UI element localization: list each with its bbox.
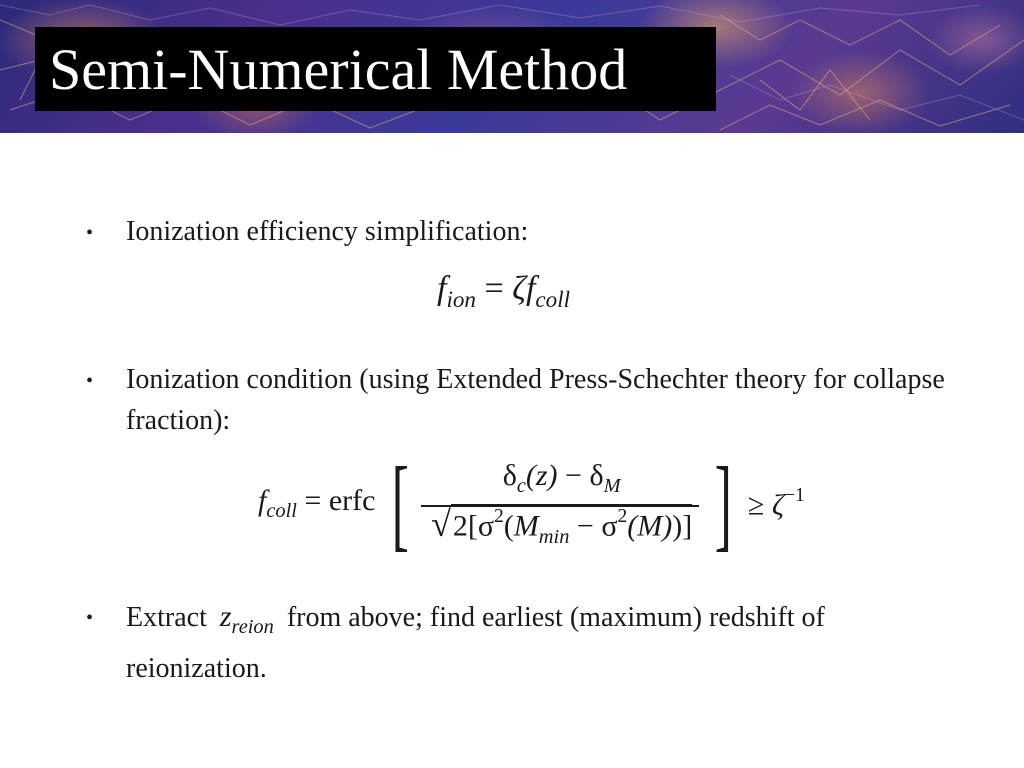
fraction-bar [421,505,699,507]
equation-fraction: $\delta_c(z) - \delta_M$ $√2[\sigma^2(M_{min} - \sigma^2(M))]$ [431,459,693,548]
slide-title: Semi-Numerical Method [49,37,628,102]
bullet-marker: • [86,607,94,629]
bullet-text-3: Extract $z_{reion}$ from above; find earliest (maximum) redshift of reionization. [126,600,825,685]
bullet-marker: • [86,370,94,392]
header-banner [0,0,1024,133]
equation-fcoll: $f_{coll}$ = erfc [ $\delta_c(z) - \delta_M$ $√2[\sigma^2(M_{min} - \sigma^2(M))]$ ] ≥ $\zeta^{-1}$ [258,446,805,561]
title-box [35,27,716,111]
bullet-text-2: Ionization condition (using Extended Press-Schechter theory for collapse fraction): [126,364,945,436]
bullet-marker: • [86,222,94,244]
equation-fion: $f_{ion} = \zeta f_{coll}$ [437,270,571,314]
bullet-text-1: Ionization efficiency simplification: [126,216,529,247]
